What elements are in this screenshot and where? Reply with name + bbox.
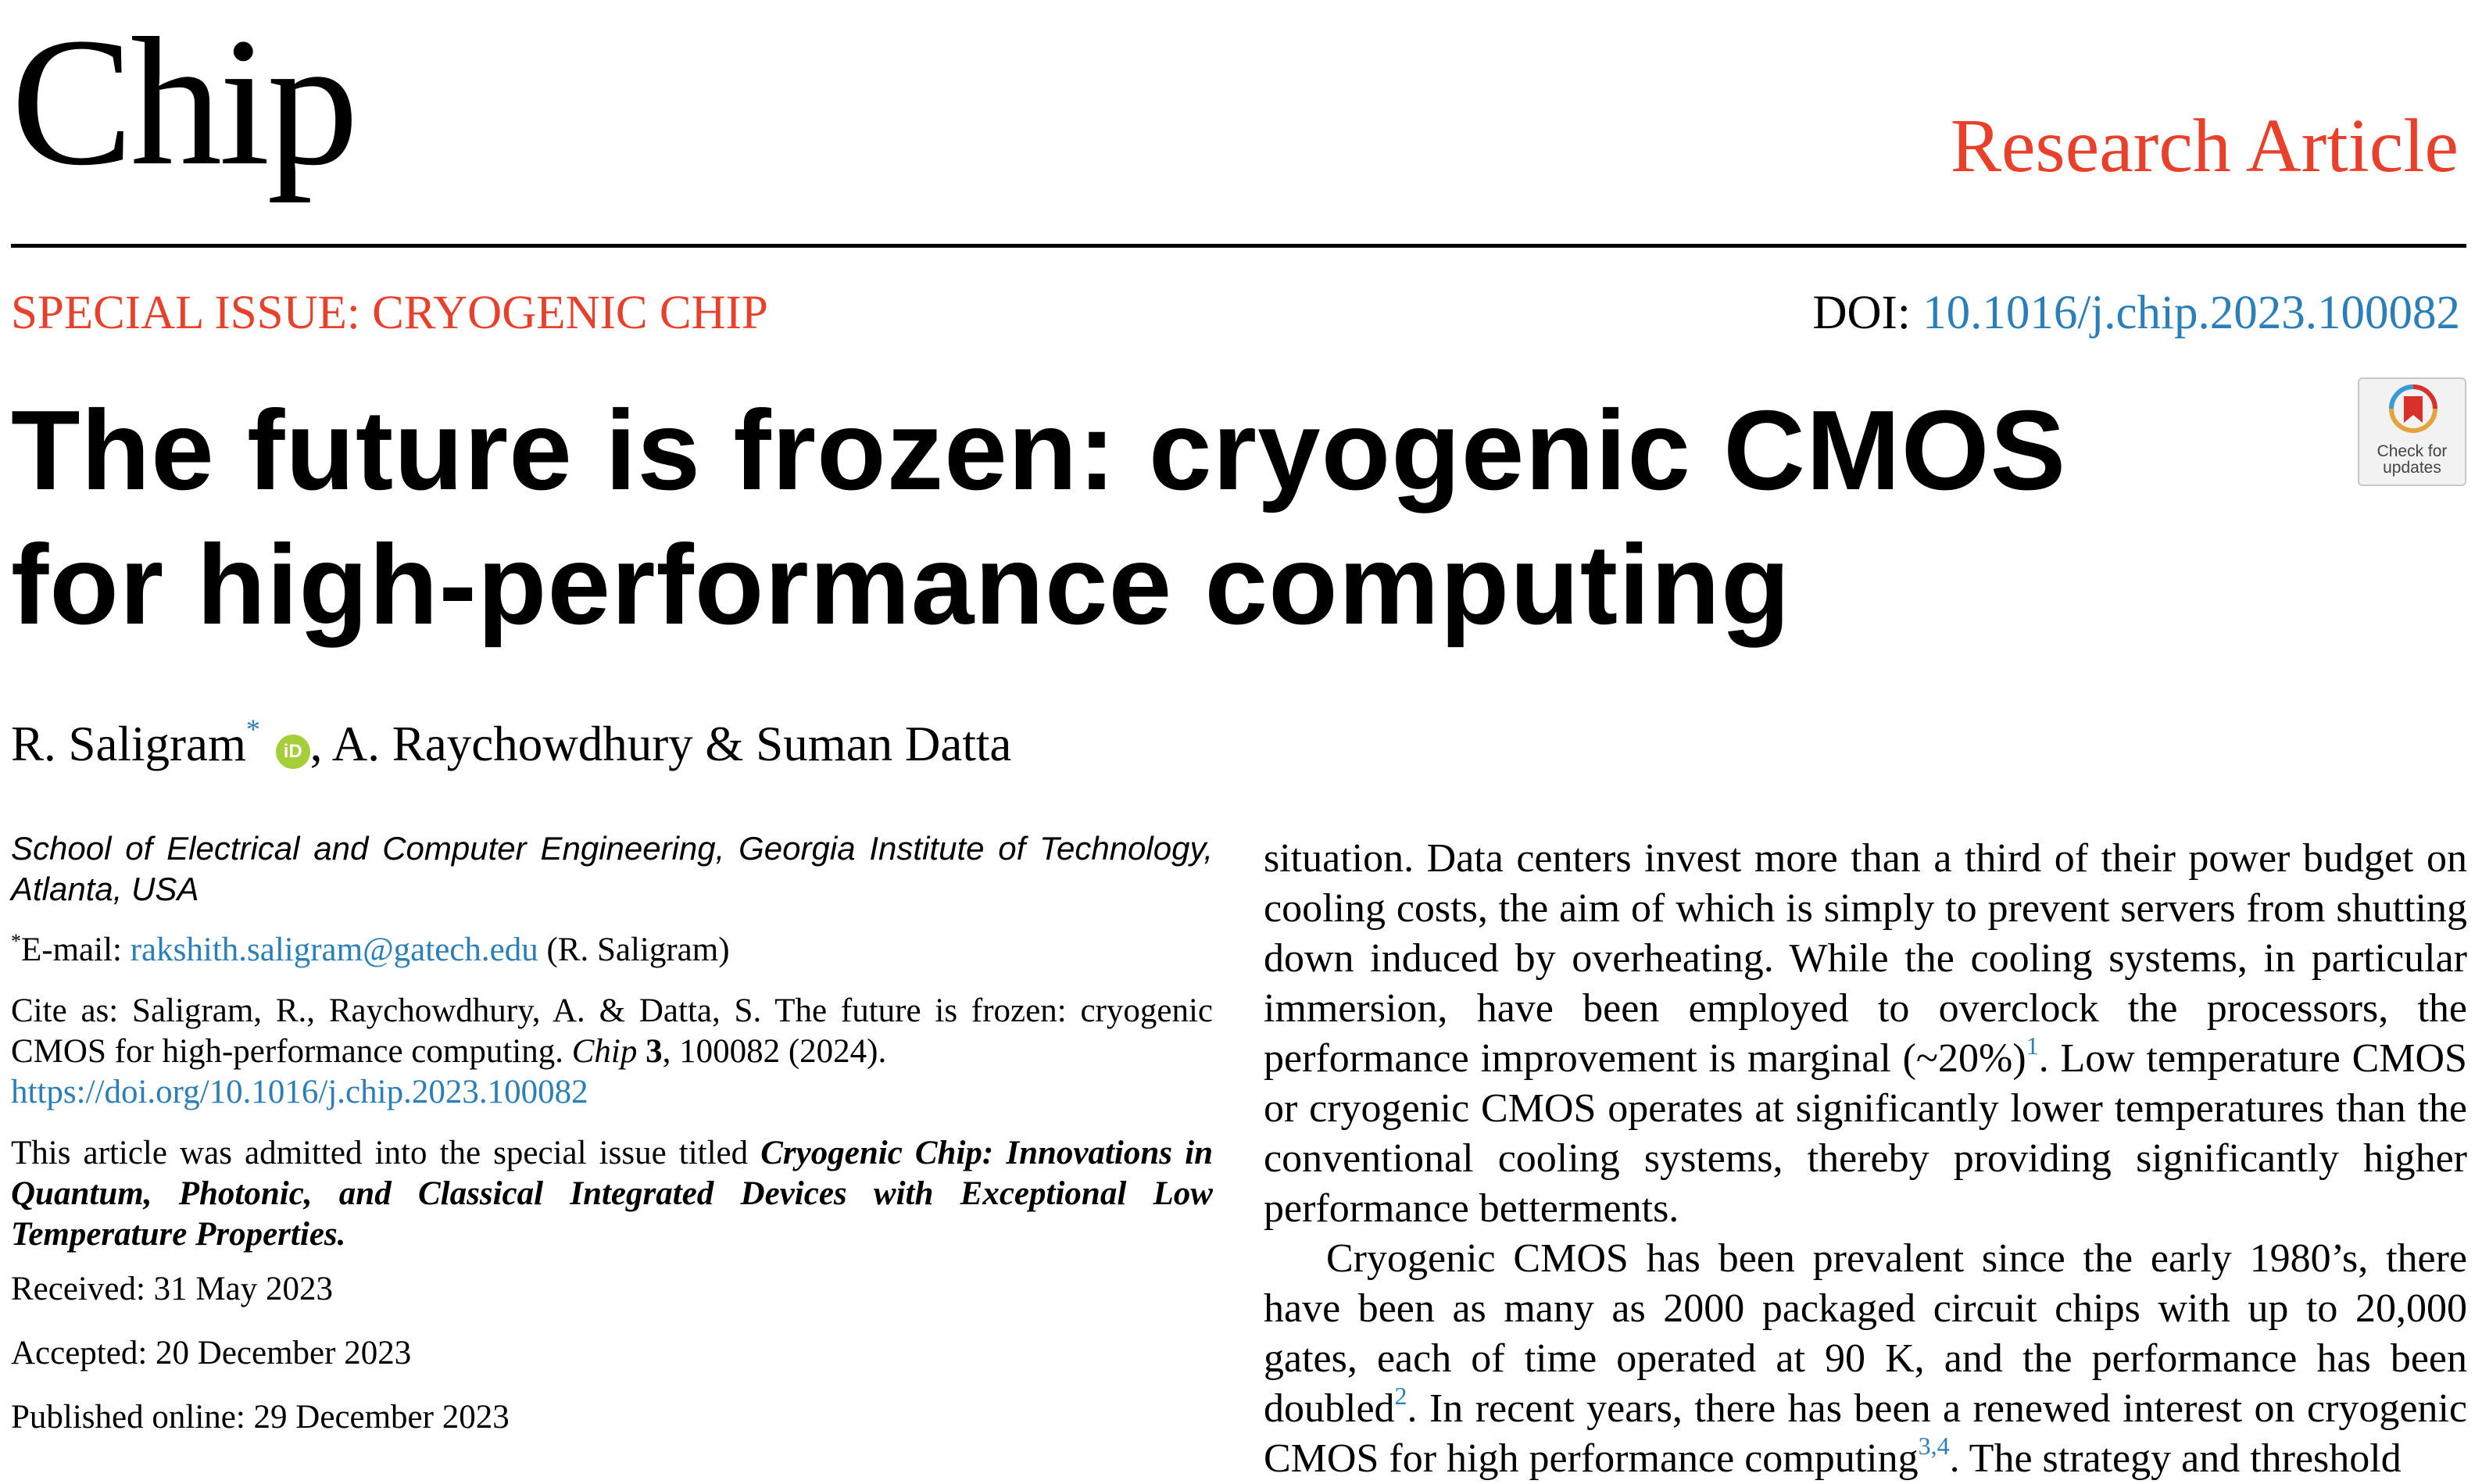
doi-line [1812,285,2460,341]
article-title [11,383,2160,652]
paragraph-2-text-c: . The strategy and threshold [1949,1436,2402,1481]
citation-rest: , 100082 (2024). [662,1033,887,1070]
other-authors: , A. Raychowdhury & Suman Datta [309,717,1012,771]
citation [11,991,1213,1113]
affiliation: School of Electrical and Computer Engineering, Georgia Institute of Technology, Atlanta, USA [11,830,1213,907]
article-info-column [11,828,1213,1461]
paragraph-2-text-b: . In recent years, there has been a renewed interest on cryogenic CMOS for high performance computing [1264,1386,2467,1481]
paragraph-1-text-a: situation. Data centers invest more than a third of their power budget on cooling costs, the aim of which is simply to prevent servers from shutting down induced by overheating. While the cooling systems, in particular immersion, have been employed to overclock the processors, the performance improvement is marginal (~20%) [1264,836,2467,1081]
check-updates-icon [2387,385,2439,442]
check-updates-line-2: updates [2383,459,2441,477]
special-issue-intro: This article was admitted into the special issue titled [11,1135,761,1171]
title-line-1: The future is frozen: cryogenic CMOS [11,387,2067,513]
body-paragraph-1 [1264,834,2467,1234]
header-divider [11,244,2466,248]
special-issue-label: SPECIAL ISSUE: CRYOGENIC CHIP [11,287,768,339]
body-text-column [1264,834,2467,1484]
citation-journal: Chip [571,1033,638,1070]
accepted-date: Accepted: 20 December 2023 [11,1335,412,1371]
special-issue-note [11,1133,1213,1255]
email-owner: (R. Saligram) [538,932,730,968]
check-updates-line-1: Check for [2376,442,2448,460]
citation-url[interactable]: https://doi.org/10.1016/j.chip.2023.100082 [11,1074,588,1110]
email-mark: * [11,930,21,953]
citation-volume: 3 [646,1033,663,1070]
email-link[interactable]: rakshith.saligram@gatech.edu [130,932,538,968]
reference-1-link[interactable]: 1 [2026,1032,2039,1060]
published-date: Published online: 29 December 2023 [11,1399,510,1436]
orcid-icon[interactable]: iD [276,735,310,769]
body-paragraph-2 [1264,1234,2467,1484]
reference-2-link[interactable]: 2 [1394,1382,1407,1410]
doi-label: DOI: [1812,287,1911,339]
article-type-label: Research Article [1950,104,2459,188]
author-list [11,715,1011,774]
author-saligram: R. Saligram [11,717,246,771]
doi-link[interactable]: 10.1016/j.chip.2023.100082 [1922,287,2460,339]
title-line-2: for high-performance computing [11,521,1791,648]
special-issue-title: Cryogenic Chip: Innovations in Quantum, Photonic, and Classical Integrated Devices with Exceptional Low Temperature Properties. [11,1135,1213,1253]
paragraph-2-text-a: Cryogenic CMOS has been prevalent since the early 1980’s, there have been as many as 2000 packaged circuit chips with up to 20,000 gates, each of time operated at 90 K, and the performance has been doubled [1264,1236,2467,1431]
paragraph-1-text-b: . Low temperature CMOS or cryogenic CMOS operates at significantly lower temperatures than the conventional cooling systems, thereby providing significantly higher performance betterments. [1264,1036,2467,1231]
contact-email [11,930,1213,971]
check-updates-text [2359,443,2465,476]
journal-name: Chip [11,0,356,203]
email-label: E-mail: [21,932,131,968]
corresponding-author-mark[interactable]: * [245,713,260,745]
reference-3-4-link[interactable]: 3,4 [1918,1432,1950,1460]
check-for-updates-button[interactable] [2358,377,2466,486]
citation-text: Cite as: Saligram, R., Raychowdhury, A. & Datta, S. The future is frozen: cryogenic CMOS for high-performance computing. [11,992,1213,1070]
received-date: Received: 31 May 2023 [11,1271,333,1307]
